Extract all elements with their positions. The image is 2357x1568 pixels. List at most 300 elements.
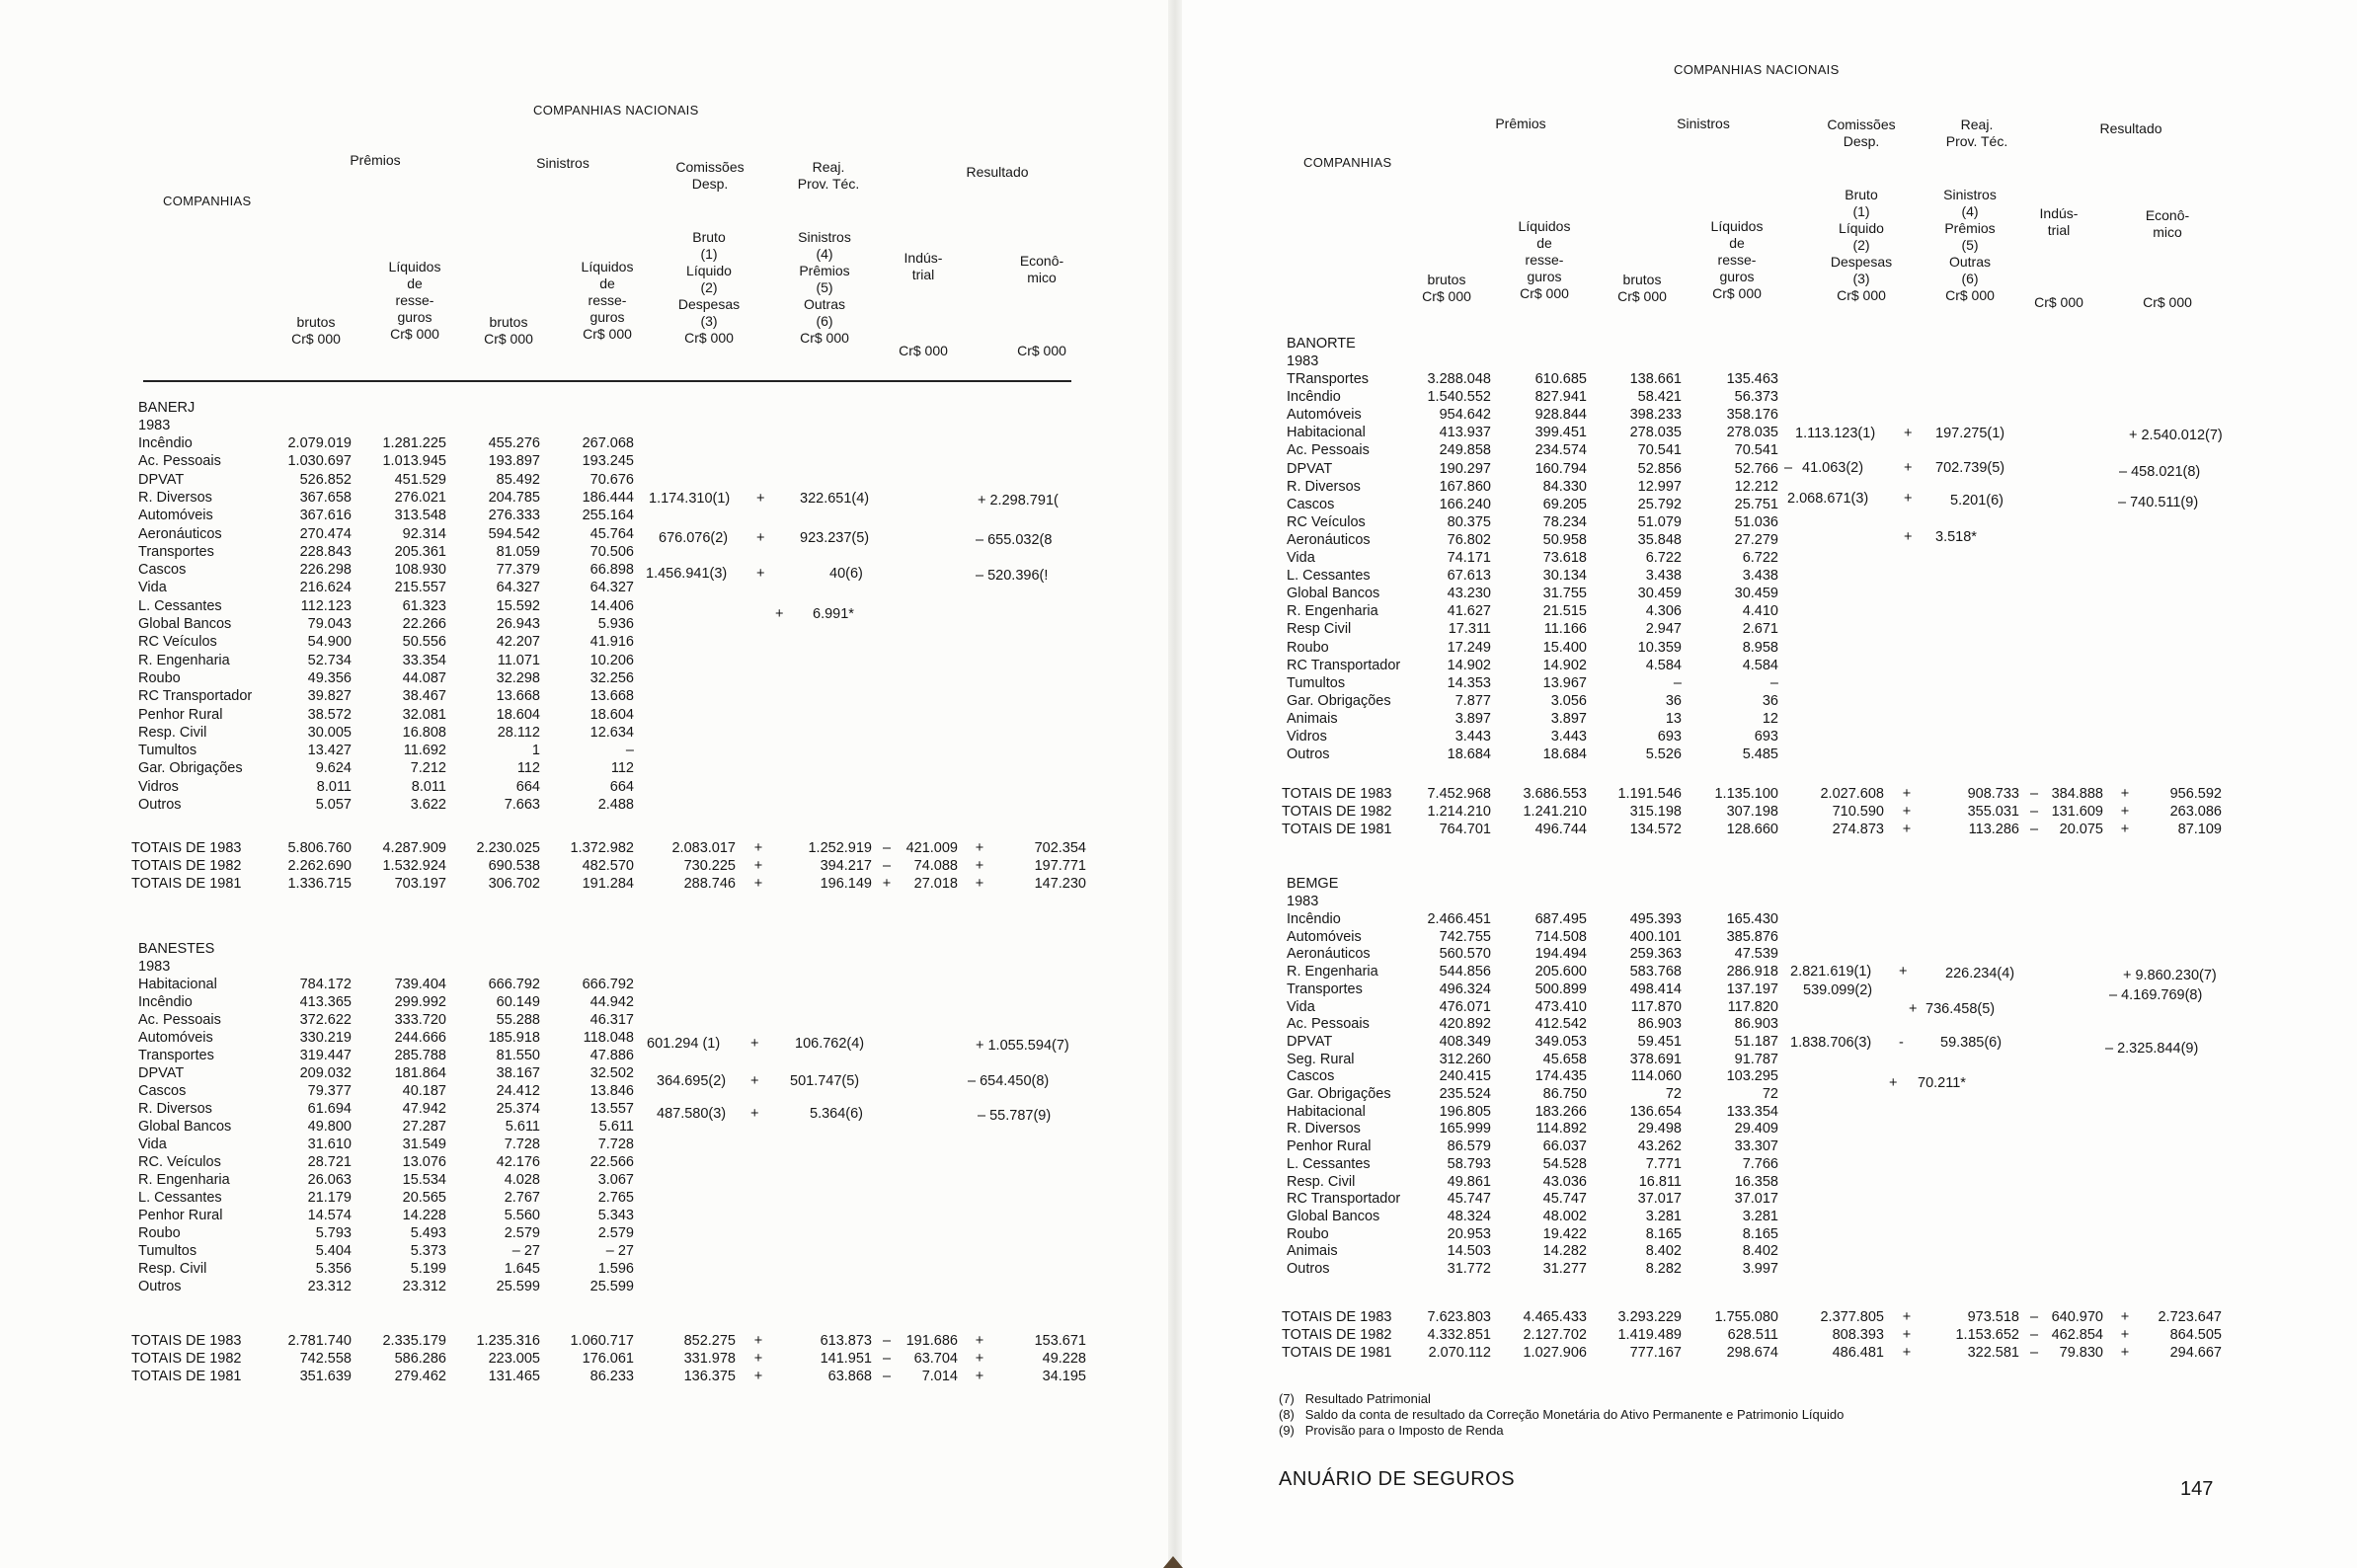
totals-sign: –	[2029, 1327, 2039, 1343]
cell-value: 51.079	[1637, 513, 1682, 530]
row-label: Incêndio	[1287, 911, 1341, 927]
cell-value: 5.526	[1645, 746, 1682, 763]
cell-value: 30.134	[1542, 568, 1587, 585]
right-page	[1175, 0, 2357, 1568]
cell-value: 51.036	[1734, 513, 1778, 530]
row-label: Incêndio	[138, 435, 193, 451]
cell-value: 181.864	[394, 1065, 446, 1081]
cell-value: 13.846	[589, 1083, 634, 1099]
cell-value: 47.539	[1734, 946, 1778, 963]
column-header-indus: Indús- trial	[2039, 205, 2079, 238]
cell-value: 1.540.552	[1427, 389, 1491, 406]
totals-sign: +	[975, 876, 984, 892]
cell-value: 13.668	[589, 688, 634, 705]
cell-value: 196.805	[1439, 1103, 1491, 1120]
row-label: Ac. Pessoais	[138, 453, 221, 470]
cell-value: 3.056	[1550, 692, 1587, 709]
totals-value: 1.235.316	[476, 1333, 540, 1349]
totals-value: 852.275	[683, 1333, 736, 1349]
row-label: Tumultos	[1287, 674, 1346, 691]
cell-value: 166.240	[1439, 496, 1491, 512]
cell-value: 72	[1665, 1086, 1682, 1102]
cell-value: 193.897	[488, 453, 540, 470]
cell-value: 216.624	[299, 580, 352, 596]
cell-value: 400.101	[1629, 928, 1682, 945]
totals-value: 307.198	[1726, 804, 1778, 820]
cell-value: 5.493	[410, 1225, 446, 1241]
cell-value: 5.560	[504, 1208, 540, 1223]
cell-value: 276.021	[394, 489, 446, 506]
row-label: Resp. Civil	[138, 1261, 207, 1277]
cell-value: 81.059	[496, 543, 540, 560]
cell-value: 693	[1754, 729, 1778, 745]
section-name-banestes: BANESTES	[138, 941, 215, 957]
totals-value: 294.667	[2169, 1345, 2222, 1361]
row-label: Animais	[1287, 710, 1338, 727]
cell-value: 6.722	[1742, 550, 1778, 566]
totals-value: 1.372.982	[570, 840, 634, 856]
cell-value: 3.281	[1742, 1208, 1778, 1224]
side-p1: +	[1904, 426, 1913, 441]
cell-value: 385.876	[1726, 928, 1778, 945]
row-label: Incêndio	[1287, 389, 1341, 406]
cell-value: 32.502	[589, 1065, 634, 1081]
cell-value: 174.435	[1534, 1068, 1587, 1085]
companhias-label: COMPANHIAS	[163, 194, 252, 208]
side-e3: – 55.787(9)	[978, 1108, 1052, 1124]
row-label: L. Cessantes	[138, 597, 222, 614]
row-label: Ac. Pessoais	[1287, 1016, 1370, 1033]
cell-value: 64.327	[589, 580, 634, 596]
companhias-label: COMPANHIAS	[1303, 155, 1392, 170]
column-header-reaj: Reaj. Prov. Téc.	[797, 159, 860, 192]
cell-value: 56.373	[1734, 389, 1778, 406]
totals-sign: +	[1902, 804, 1912, 820]
totals-value: 136.375	[683, 1369, 736, 1384]
cell-value: 1.013.945	[382, 453, 446, 470]
totals-value: 2.083.017	[671, 840, 736, 856]
totals-sign: +	[2120, 786, 2130, 802]
cell-value: –	[1769, 674, 1778, 691]
cell-value: 827.941	[1534, 389, 1587, 406]
cell-value: 18.684	[1447, 746, 1491, 763]
totals-value: 742.558	[299, 1351, 352, 1367]
row-label: R. Diversos	[138, 1101, 212, 1117]
totals-value: 2.027.608	[1820, 786, 1884, 802]
totals-value: 263.086	[2169, 804, 2222, 820]
column-header-indus-u: Cr$ 000	[2034, 294, 2083, 310]
cell-value: 13	[1665, 710, 1682, 727]
totals-sign: –	[882, 1351, 892, 1367]
cell-value: – 27	[511, 1243, 540, 1259]
cell-value: 31.549	[402, 1137, 446, 1152]
totals-sign: +	[753, 858, 763, 874]
cell-value: 18.684	[1542, 746, 1587, 763]
side-c3: 1.456.941(3)	[646, 566, 728, 582]
totals-sign: –	[2029, 804, 2039, 820]
cell-value: 2.488	[597, 797, 634, 813]
cell-value: 39.827	[307, 688, 352, 705]
row-label: Roubo	[1287, 1225, 1329, 1242]
cell-value: 18.604	[589, 706, 634, 723]
totals-value: 288.746	[683, 876, 736, 892]
row-label: DPVAT	[1287, 460, 1333, 477]
totals-value: 1.135.100	[1714, 786, 1778, 802]
cell-value: 8.011	[316, 778, 352, 795]
row-label: R. Engenharia	[1287, 603, 1378, 620]
side-sp: +	[1889, 1075, 1898, 1091]
column-header-liq-prem: Líquidos de resse- guros Cr$ 000	[1518, 218, 1571, 301]
row-label: DPVAT	[138, 1065, 185, 1081]
cell-value: – 27	[605, 1243, 634, 1259]
row-label: Penhor Rural	[138, 706, 223, 723]
cell-value: 2.947	[1645, 621, 1682, 638]
totals-sign: +	[975, 1333, 984, 1349]
cell-value: 278.035	[1726, 425, 1778, 441]
row-label: Outros	[138, 1279, 182, 1294]
cell-value: 14.902	[1542, 657, 1587, 673]
row-label: Habitacional	[1287, 1103, 1366, 1120]
cell-value: 54.528	[1542, 1155, 1587, 1172]
side-c2: 676.076(2)	[659, 530, 729, 546]
cell-value: 31.610	[307, 1137, 352, 1152]
cell-value: 267.068	[582, 435, 634, 451]
column-header-econo: Econô- mico	[1019, 253, 1064, 285]
cell-value: 299.992	[394, 994, 446, 1010]
cell-value: 739.404	[394, 977, 446, 992]
row-label: Animais	[1287, 1243, 1338, 1260]
cell-value: 285.788	[394, 1048, 446, 1063]
page-number: 147	[2180, 1478, 2214, 1500]
totals-value: 315.198	[1629, 804, 1682, 820]
section-year-banestes: 1983	[138, 959, 171, 975]
totals-value: 730.225	[683, 858, 736, 874]
cell-value: 16.808	[402, 724, 446, 741]
row-label: R. Diversos	[138, 489, 212, 506]
cell-value: 61.323	[402, 597, 446, 614]
cell-value: 41.916	[589, 634, 634, 651]
cell-value: 2.767	[504, 1190, 540, 1206]
cell-value: 378.691	[1629, 1051, 1682, 1067]
totals-value: 1.419.489	[1617, 1327, 1682, 1343]
side-p3: +	[756, 566, 765, 582]
cell-value: 43.230	[1447, 586, 1491, 602]
row-label: Resp Civil	[1287, 621, 1352, 638]
side-c1: 601.294 (1)	[647, 1036, 721, 1052]
cell-value: 1.281.225	[382, 435, 446, 451]
totals-value: 87.109	[2177, 822, 2222, 837]
side-s1: 197.275(1)	[1935, 426, 2005, 441]
cell-value: 7.877	[1454, 692, 1491, 709]
cell-value: 70.541	[1637, 442, 1682, 459]
cell-value: 26.943	[496, 616, 540, 632]
row-label: Transportes	[1287, 980, 1363, 997]
cell-value: 112	[610, 760, 634, 777]
cell-value: 3.281	[1645, 1208, 1682, 1224]
cell-value: 48.324	[1447, 1208, 1491, 1224]
cell-value: 45.747	[1447, 1191, 1491, 1208]
cell-value: 5.611	[598, 1119, 634, 1135]
side-s4: 3.518*	[1935, 529, 1977, 545]
cell-value: 228.843	[299, 543, 352, 560]
cell-value: 49.861	[1447, 1173, 1491, 1190]
totals-sign: +	[975, 1369, 984, 1384]
row-label: RC Transportador	[1287, 1191, 1401, 1208]
side-p1: +	[750, 1036, 759, 1052]
side-p1: +	[756, 491, 765, 507]
cell-value: 664	[609, 778, 634, 795]
row-label: Penhor Rural	[1287, 1138, 1372, 1155]
cell-value: 259.363	[1629, 946, 1682, 963]
cell-value: 1.030.697	[287, 453, 352, 470]
side-s3: 59.385(6)	[1940, 1035, 2003, 1051]
totals-sign: +	[753, 1333, 763, 1349]
totals-value: 131.609	[2051, 804, 2103, 820]
row-label: Vida	[1287, 550, 1315, 566]
cell-value: 79.377	[307, 1083, 352, 1099]
totals-value: 421.009	[905, 840, 958, 856]
cell-value: 117.820	[1727, 998, 1778, 1015]
row-label: Vidros	[138, 778, 179, 795]
totals-value: 298.674	[1726, 1345, 1778, 1361]
cell-value: 118.048	[583, 1030, 634, 1046]
cell-value: 3.622	[410, 797, 446, 813]
side-e2: – 655.032(8	[976, 532, 1053, 548]
totals-value: 908.733	[1967, 786, 2019, 802]
cell-value: 5.793	[315, 1225, 352, 1241]
cell-value: 33.307	[1734, 1138, 1778, 1155]
side-c2: 41.063(2)	[1802, 460, 1864, 476]
cell-value: 7.663	[504, 797, 540, 813]
cell-value: 13.557	[589, 1101, 634, 1117]
cell-value: 21.515	[1542, 603, 1587, 620]
row-label: Automóveis	[138, 508, 213, 524]
cell-value: 72	[1762, 1086, 1778, 1102]
totals-label: TOTAIS DE 1982	[1282, 1327, 1392, 1343]
cell-value: 8.282	[1645, 1261, 1682, 1277]
cell-value: 58.793	[1447, 1155, 1491, 1172]
cell-value: 13.076	[402, 1154, 446, 1170]
side-c2: 364.695(2)	[657, 1073, 727, 1089]
cell-value: 30.005	[307, 724, 352, 741]
column-header-econo: Econô- mico	[2145, 207, 2190, 240]
cell-value: 21.179	[307, 1190, 352, 1206]
cell-value: 52.734	[307, 652, 352, 668]
column-header-sinistros: Sinistros	[536, 155, 589, 171]
totals-value: 2.781.740	[287, 1333, 352, 1349]
side-c3: 1.838.706(3)	[1790, 1035, 1872, 1051]
cell-value: 92.314	[402, 525, 446, 542]
cell-value: 234.574	[1534, 442, 1587, 459]
totals-value: 4.332.851	[1427, 1327, 1491, 1343]
row-label: Automóveis	[1287, 407, 1362, 424]
totals-value: 777.167	[1629, 1345, 1682, 1361]
totals-value: 2.335.179	[382, 1333, 446, 1349]
column-header-brutos: brutos Cr$ 000	[1422, 272, 1471, 304]
row-label: Transportes	[138, 1048, 214, 1063]
side-sp: +	[775, 606, 784, 622]
totals-value: 486.481	[1832, 1345, 1884, 1361]
cell-value: 79.043	[307, 616, 352, 632]
cell-value: 36	[1762, 692, 1778, 709]
cell-value: 4.306	[1645, 603, 1682, 620]
cell-value: 560.570	[1439, 946, 1491, 963]
cell-value: 136.654	[1629, 1103, 1682, 1120]
totals-value: 4.287.909	[382, 840, 446, 856]
row-label: RC Veículos	[138, 634, 217, 651]
row-label: R. Diversos	[1287, 478, 1361, 495]
cell-value: 49.356	[307, 669, 352, 686]
side-s4: 70.211*	[1918, 1075, 1966, 1091]
cell-value: 117.870	[1630, 998, 1682, 1015]
cell-value: 2.579	[597, 1225, 634, 1241]
side-p2: +	[1904, 460, 1913, 476]
cell-value: 235.524	[1439, 1086, 1491, 1102]
cell-value: 8.165	[1645, 1225, 1682, 1242]
cell-value: 6.722	[1645, 550, 1682, 566]
cell-value: 544.856	[1439, 964, 1491, 980]
cell-value: 38.167	[496, 1065, 540, 1081]
side-p2: +	[756, 530, 765, 546]
header-rule	[143, 380, 1071, 382]
cell-value: 5.485	[1742, 746, 1778, 763]
page-header-title: COMPANHIAS NACIONAIS	[1674, 62, 1840, 77]
cell-value: 11.071	[497, 652, 540, 668]
row-label: Global Bancos	[1287, 586, 1380, 602]
cell-value: 14.406	[589, 597, 634, 614]
totals-value: 20.075	[2059, 822, 2103, 837]
column-header-econo-u: Cr$ 000	[2143, 294, 2192, 310]
cell-value: 22.566	[589, 1154, 634, 1170]
cell-value: 7.728	[597, 1137, 634, 1152]
side-e1: + 9.860.230(7)	[2123, 968, 2217, 983]
column-header-econo-u: Cr$ 000	[1017, 343, 1066, 358]
cell-value: 20.565	[402, 1190, 446, 1206]
running-title: ANUÁRIO DE SEGUROS	[1279, 1468, 1516, 1490]
cell-value: 30.459	[1734, 586, 1778, 602]
totals-value: 355.031	[1967, 804, 2019, 820]
cell-value: 194.494	[1534, 946, 1587, 963]
row-label: Automóveis	[138, 1030, 213, 1046]
side-e1: + 2.298.791(	[978, 493, 1059, 509]
column-header-resultado: Resultado	[966, 164, 1029, 180]
cell-value: 687.495	[1534, 911, 1587, 927]
cell-value: 51.187	[1734, 1033, 1778, 1050]
totals-value: 764.701	[1439, 822, 1491, 837]
cell-value: 27.279	[1734, 531, 1778, 548]
row-label: Roubo	[138, 669, 181, 686]
totals-value: 191.686	[905, 1333, 958, 1349]
cell-value: 12.212	[1734, 478, 1778, 495]
totals-value: 2.262.690	[287, 858, 352, 874]
row-label: Cascos	[138, 562, 187, 579]
cell-value: 333.720	[394, 1012, 446, 1028]
totals-label: TOTAIS DE 1981	[1282, 822, 1392, 837]
cell-value: 367.658	[299, 489, 352, 506]
totals-sign: –	[882, 1333, 892, 1349]
cell-value: 8.402	[1645, 1243, 1682, 1260]
column-header-sin-lb: Sinistros (4) Prêmios (5) Outras (6) Cr$ 000	[798, 229, 851, 346]
side-s1: 226.234(4)	[1945, 966, 2015, 981]
totals-label: TOTAIS DE 1981	[1282, 1345, 1392, 1361]
side-e2: – 4.169.769(8)	[2109, 987, 2203, 1003]
cell-value: 47.886	[589, 1048, 634, 1063]
totals-value: 1.241.210	[1523, 804, 1587, 820]
cell-value: 4.410	[1742, 603, 1778, 620]
cell-value: 76.802	[1447, 531, 1491, 548]
cell-value: 204.785	[488, 489, 540, 506]
cell-value: 37.017	[1637, 1191, 1682, 1208]
cell-value: 664	[515, 778, 540, 795]
cell-value: 8.165	[1742, 1225, 1778, 1242]
cell-value: 43.036	[1542, 1173, 1587, 1190]
row-label: Seg. Rural	[1287, 1051, 1355, 1067]
side-s2: 923.237(5)	[800, 530, 870, 546]
cell-value: 52.856	[1637, 460, 1682, 477]
totals-label: TOTAIS DE 1983	[1282, 786, 1392, 802]
totals-value: 1.532.924	[382, 858, 446, 874]
side-e2: – 458.021(8)	[2119, 464, 2201, 480]
cell-value: 1.645	[504, 1261, 540, 1277]
side-c1: 2.821.619(1)	[1790, 964, 1872, 980]
row-label: Resp. Civil	[1287, 1173, 1356, 1190]
totals-value: 2.230.025	[476, 840, 540, 856]
column-header-brutos: brutos Cr$ 000	[291, 314, 341, 347]
totals-value: 7.452.968	[1427, 786, 1491, 802]
cell-value: 5.057	[315, 797, 352, 813]
cell-value: 137.197	[1726, 980, 1778, 997]
cell-value: 312.260	[1439, 1051, 1491, 1067]
totals-sign: +	[1902, 1327, 1912, 1343]
totals-value: 331.978	[683, 1351, 736, 1367]
cell-value: 17.311	[1448, 621, 1491, 638]
cell-value: 3.288.048	[1427, 371, 1491, 387]
cell-value: 928.844	[1534, 407, 1587, 424]
side-s2: 702.739(5)	[1935, 460, 2005, 476]
row-label: Gar. Obrigações	[1287, 692, 1391, 709]
cell-value: 3.897	[1454, 710, 1491, 727]
side-p3: -	[1899, 1035, 1904, 1051]
cell-value: 70.541	[1734, 442, 1778, 459]
cell-value: 3.897	[1550, 710, 1587, 727]
side-s4: 6.991*	[813, 606, 854, 622]
totals-sign: +	[882, 876, 892, 892]
cell-value: 35.848	[1637, 531, 1682, 548]
totals-label: TOTAIS DE 1981	[131, 876, 242, 892]
cell-value: 4.028	[504, 1172, 540, 1188]
cell-value: 205.600	[1534, 964, 1587, 980]
cell-value: 270.474	[299, 525, 352, 542]
cell-value: 742.755	[1439, 928, 1491, 945]
cell-value: 49.800	[307, 1119, 352, 1135]
cell-value: 372.622	[299, 1012, 352, 1028]
cell-value: 25.751	[1734, 496, 1778, 512]
totals-value: 3.293.229	[1617, 1309, 1682, 1325]
cell-value: 45.764	[589, 525, 634, 542]
side-e3: – 2.325.844(9)	[2105, 1041, 2199, 1057]
cell-value: 5.936	[597, 616, 634, 632]
cell-value: 60.149	[496, 994, 540, 1010]
cell-value: 86.903	[1734, 1016, 1778, 1033]
cell-value: 13.427	[307, 743, 352, 759]
cell-value: 5.356	[315, 1261, 352, 1277]
cell-value: 73.618	[1542, 550, 1587, 566]
cell-value: 3.438	[1645, 568, 1682, 585]
cell-value: 66.037	[1542, 1138, 1587, 1155]
cell-value: 12.634	[589, 724, 634, 741]
totals-value: 86.233	[589, 1369, 634, 1384]
column-header-premios: Prêmios	[1495, 116, 1546, 131]
